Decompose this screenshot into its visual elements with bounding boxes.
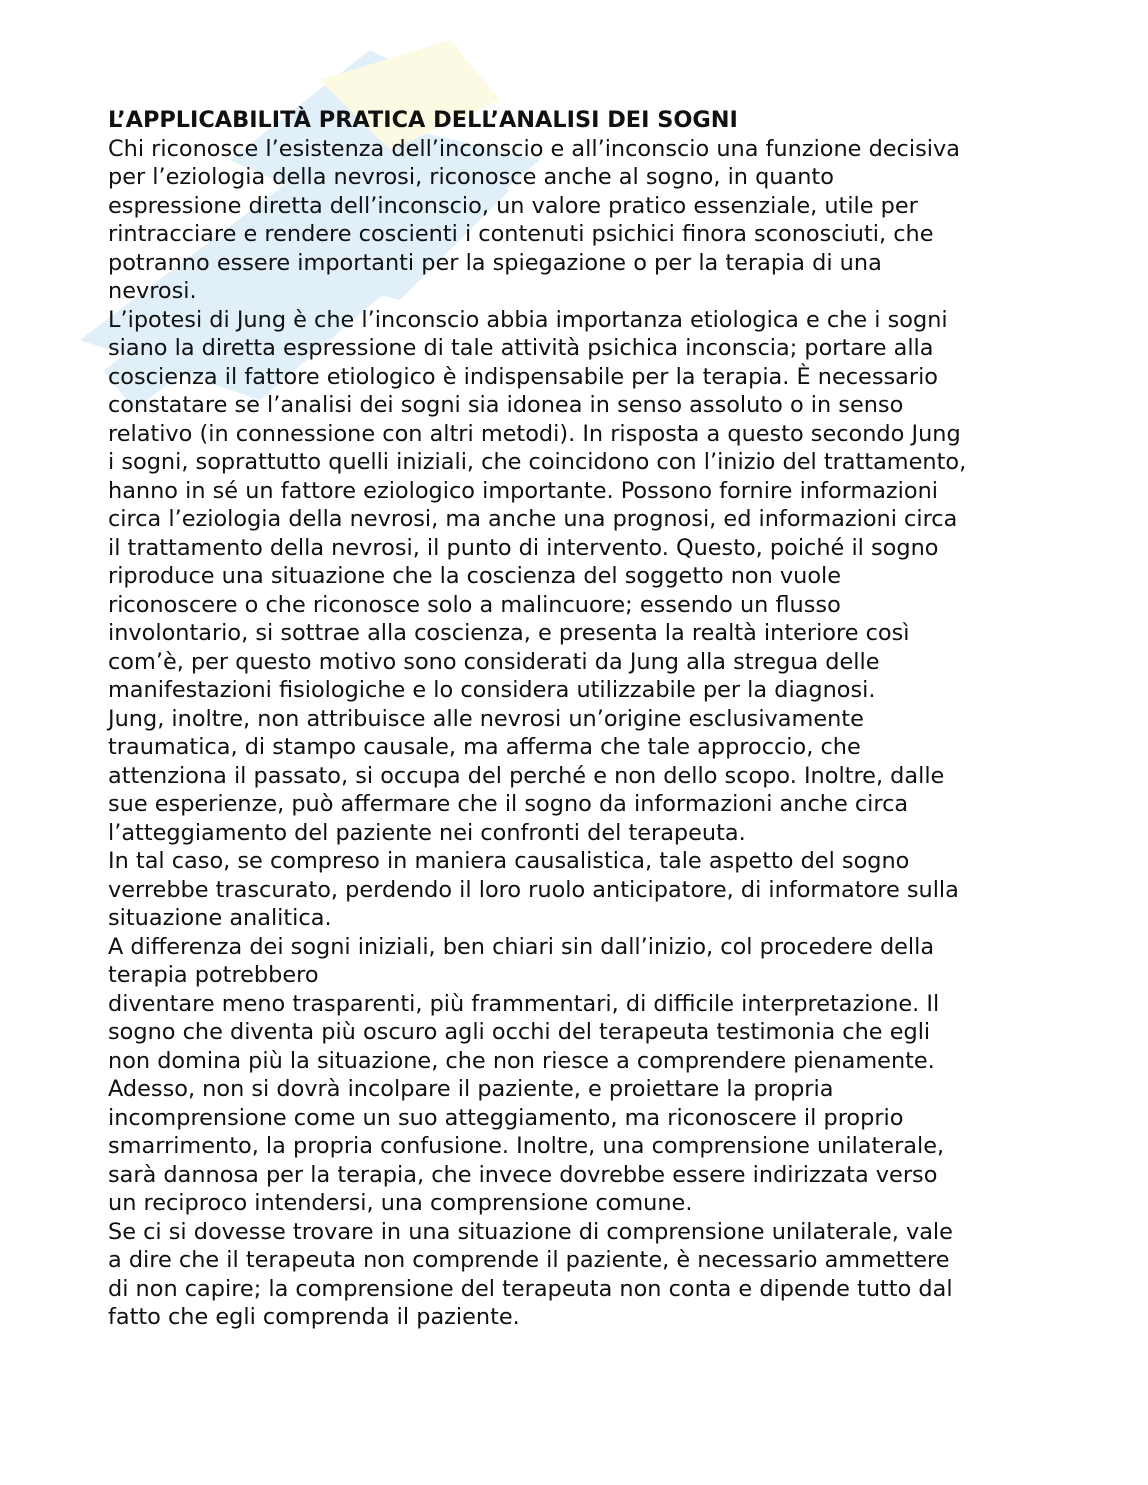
paragraph: L’ipotesi di Jung è che l’inconscio abbia importanza etiologica e che i sogni siano la diretta espressione di tale attività psichica inconscia; portare alla coscienza il fattore etiologico è indispensabile per la terapia. È necessario constatare se l’analisi dei sogni sia idonea in senso assoluto o in senso relativo (in connessione con altri metodi). In risposta a questo secondo Jung i sogni, soprattutto quelli iniziali, che coincidono con l’inizio del trattamento, hanno in sé un fattore eziologico importante. Possono fornire informazioni circa l’eziologia della nevrosi, ma anche una prognosi, ed informazioni circa il trattamento della nevrosi, il punto di intervento. Questo, poiché il sogno riproduce una situazione che la coscienza del soggetto non vuole riconoscere o che riconosce solo a malincuore; essendo un flusso involontario, si sottrae alla coscienza, e presenta la realtà interiore così com’è, per questo motivo sono considerati da Jung alla stregua delle manifestazioni fisiologiche e lo considera utilizzabile per la diagnosi. [108,306,967,703]
paragraph: In tal caso, se compreso in maniera causalistica, tale aspetto del sogno verrebbe trascurato, perdendo il loro ruolo anticipatore, di informatore sulla situazione analitica. [108,848,959,931]
document-body [108,106,1048,1332]
paragraph: Jung, inoltre, non attribuisce alle nevrosi un’origine esclusivamente traumatica, di stampo causale, ma afferma che tale approccio, che attenziona il passato, si occupa del perché e non dello scopo. Inoltre, dalle sue esperienze, può affermare che il sogno da informazioni anche circa l’atteggiamento del paziente nei confronti del terapeuta. [108,705,945,846]
page-title: L’APPLICABILITÀ PRATICA DELL’ANALISI DEI SOGNI [108,107,738,133]
paragraph: Chi riconosce l’esistenza dell’inconscio e all’inconscio una funzione decisiva per l’eziologia della nevrosi, riconosce anche al sogno, in quanto espressione diretta dell’inconscio, un valore pratico essenziale, utile per rintracciare e rendere coscienti i contenuti psichici finora sconosciuti, che potranno essere importanti per la spiegazione o per la terapia di una nevrosi. [108,135,960,304]
paragraph: Se ci si dovesse trovare in una situazione di comprensione unilaterale, vale a dire che il terapeuta non comprende il paziente, è necessario ammettere di non capire; la comprensione del terapeuta non conta e dipende tutto dal fatto che egli comprenda il paziente. [108,1218,953,1330]
paragraph: A differenza dei sogni iniziali, ben chiari sin dall’inizio, col procedere della terapia potrebbero diventare meno trasparenti, più frammentari, di difficile interpretazione. Il sogno che diventa più oscuro agli occhi del terapeuta testimonia che egli non domina più la situazione, che non riesce a comprendere pienamente. Adesso, non si dovrà incolpare il paziente, e proiettare la propria incomprensione come un suo atteggiamento, ma riconoscere il proprio smarrimento, la propria confusione. Inoltre, una comprensione unilaterale, sarà dannosa per la terapia, che invece dovrebbe essere indirizzata verso un reciproco intendersi, una comprensione comune. [108,933,945,1216]
